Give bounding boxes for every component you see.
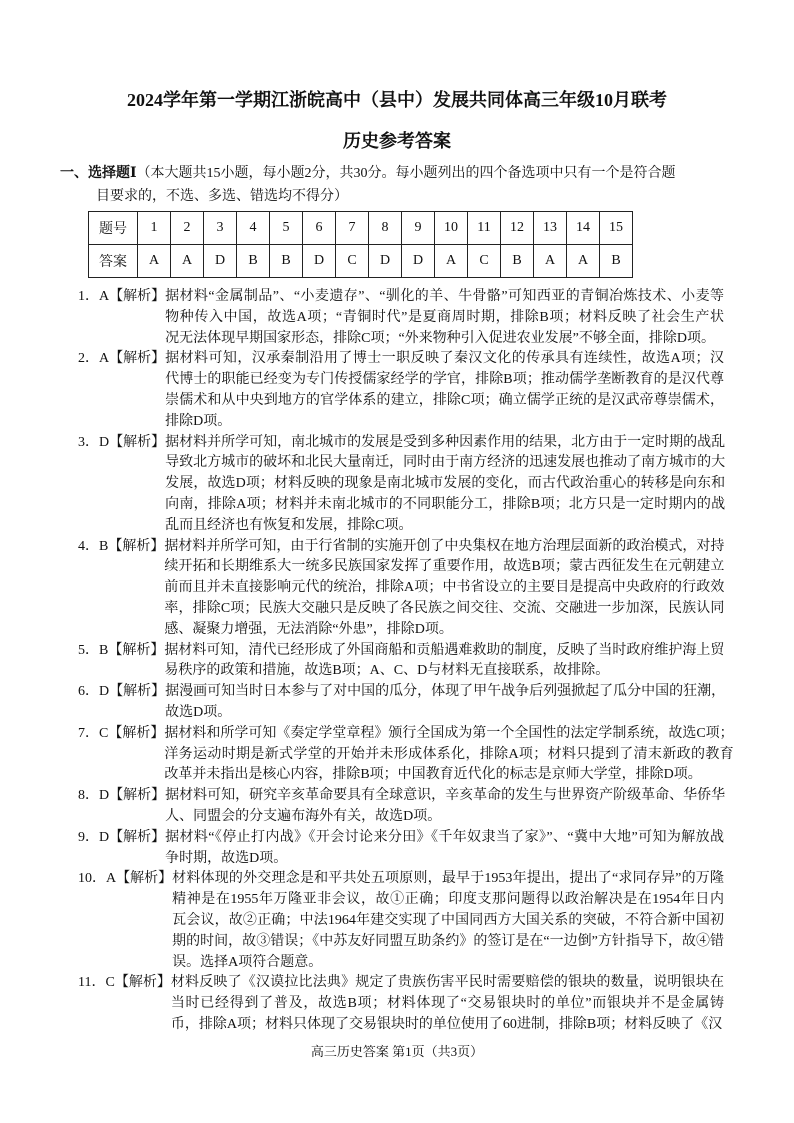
item-body: [164, 724, 733, 786]
item-line: 前而且并未直接影响元代的统治，排除A项；中书省设立的主要目是提高中央政府的行政效: [164, 580, 725, 596]
item-body: [165, 433, 725, 537]
item-line: 乱而且经济也有恢复和发展，排除C项。: [165, 517, 413, 533]
question-number-cell: 10: [435, 212, 468, 245]
question-number-cell: 6: [303, 212, 336, 245]
answer-cell: B: [501, 245, 534, 278]
item-line: 误。选择A项符合题意。: [172, 954, 323, 970]
item-line: 排除D项。: [165, 413, 232, 429]
item-line: 发展，故选D项；材料反映的现象是南北城市发展的变化，而古代政治重心的转移是向东和: [165, 476, 726, 492]
explanation-item: [78, 828, 724, 870]
item-label: 3．D【解析】: [78, 434, 166, 450]
question-number-cell: 3: [204, 212, 237, 245]
item-line: 易秩序的政策和措施，故选B项；A、C、D与材料无直接联系，故排除。: [164, 663, 610, 679]
item-label: 9．D【解析】: [78, 829, 166, 845]
item-line: 材料体现的外交理念是和平共处五项原则，最早于1953年提出，提出了“求同存异”的万隆: [172, 871, 724, 887]
answer-cell: B: [270, 245, 303, 278]
row-label: 答案: [89, 245, 138, 278]
answer-cell: D: [402, 245, 435, 278]
question-number-cell: 12: [501, 212, 534, 245]
item-label: 10．A【解析】: [78, 871, 173, 887]
item-line: 故选D项。: [165, 704, 232, 720]
item-line: 瓦会议，故②正确；中法1964年建交实现了中国同西方大国关系的突破，不符合新中国初: [172, 912, 724, 928]
answer-table: [88, 211, 633, 278]
item-body: [164, 537, 724, 641]
question-number-cell: 11: [468, 212, 501, 245]
answer-cell: A: [435, 245, 468, 278]
explanation-item: [78, 973, 724, 1035]
item-line: 率，排除C项；民族大交融只是反映了各民族之间交往、交流、交融进一步加深，民族认同: [164, 600, 725, 616]
answer-cell: A: [534, 245, 567, 278]
item-label: 8．D【解析】: [78, 788, 166, 804]
answer-cell: D: [204, 245, 237, 278]
item-body: [165, 828, 724, 870]
answer-cell: C: [468, 245, 501, 278]
item-line: 人、同盟会的分支遍布海外有关，故选D项。: [165, 808, 442, 824]
item-label: 11．C【解析】: [78, 975, 171, 991]
item-body: [171, 973, 724, 1035]
answer-cell: A: [567, 245, 600, 278]
document-title: 2024学年第一学期江浙皖高中（县中）发展共同体高三年级10月联考: [127, 90, 667, 110]
item-line: 崇儒术和从中央到地方的官学体系的建立，排除C项；确立儒学正统的是汉武帝尊崇儒术，: [165, 392, 724, 408]
item-label: 2．A【解析】: [78, 351, 166, 367]
item-label: 1．A【解析】: [78, 289, 166, 304]
answer-cell: A: [171, 245, 204, 278]
item-body: [165, 287, 724, 349]
question-number-cell: 9: [402, 212, 435, 245]
explanation-item: [78, 287, 724, 349]
row-label: 题号: [89, 212, 138, 245]
item-line: 据材料可知，研究辛亥革命要具有全球意识，辛亥革命的发生与世界资产阶级革命、华侨华: [165, 788, 726, 804]
explanation-item: [78, 869, 724, 973]
question-number-cell: 2: [171, 212, 204, 245]
item-line: 据材料可知，汉承秦制沿用了博士一职反映了秦汉文化的传承具有连续性，故选A项；汉: [165, 351, 724, 367]
item-line: 据材料并所学可知，南北城市的发展是受到多种因素作用的结果，北方由于一定时期的战乱: [165, 434, 726, 450]
item-body: [172, 869, 724, 973]
section-header: [60, 162, 726, 208]
section-description: （本大题共15小题，每小题2分，共30分。每小题列出的四个备选项中只有一个是符合题: [136, 166, 676, 181]
item-label: 5．B【解析】: [78, 642, 165, 658]
item-line: 导致北方城市的破坏和北民大量南迁，同时由于南方经济的迅速发展也推动了南方城市的大: [165, 455, 726, 471]
answer-cell: A: [138, 245, 171, 278]
answer-cell: D: [303, 245, 336, 278]
answer-cell: B: [600, 245, 633, 278]
item-line: 当时已经得到了普及，故选B项；材料体现了“交易银块时的单位”而银块并不是金属铸: [170, 996, 724, 1012]
item-body: [165, 682, 725, 724]
item-line: 据材料可知，清代已经形成了外国商船和贡船遇难救助的制度，反映了当时政府维护海上贸: [164, 642, 725, 658]
section-heading: 一、选择题Ⅰ: [60, 166, 137, 181]
item-line: 续开拓和长期维系大一统多民族国家发挥了重要作用，故选B项；蒙古西征发生在元朝建立: [164, 559, 725, 575]
item-body: [164, 641, 724, 683]
item-label: 6．D【解析】: [78, 684, 166, 700]
item-line: 币，排除A项；材料只体现了交易银块时的单位使用了60进制，排除B项；材料反映了《汉: [170, 1016, 723, 1032]
answer-cell: C: [336, 245, 369, 278]
item-line: 据材料“金属制品”、“小麦遗存”、“驯化的羊、牛骨骼”可知西亚的青铜冶炼技术、小麦等: [165, 289, 724, 304]
explanation-item: [78, 641, 724, 683]
document-subtitle: 历史参考答案: [343, 131, 451, 151]
question-number-cell: 7: [336, 212, 369, 245]
item-label: 7．C【解析】: [78, 725, 165, 741]
question-number-cell: 8: [369, 212, 402, 245]
question-number-cell: 4: [237, 212, 270, 245]
item-line: 物种传入中国，故选A项；“青铜时代”是夏商周时期，排除B项；材料反映了社会生产状: [165, 309, 724, 325]
question-number-cell: 13: [534, 212, 567, 245]
answer-cell: D: [369, 245, 402, 278]
explanation-list: [78, 287, 734, 1036]
item-line: 材料反映了《汉谟拉比法典》规定了贵族伤害平民时需要赔偿的银块的数量，说明银块在: [170, 975, 724, 991]
item-line: 改革并未指出是核心内容，排除B项；中国教育近代化的标志是京师大学堂，排除D项。: [164, 767, 702, 783]
item-line: 争时期，故选D项。: [165, 850, 288, 866]
item-label: 4．B【解析】: [78, 538, 165, 554]
question-number-cell: 15: [600, 212, 633, 245]
item-line: 向南，排除A项；材料并未南北城市的不同职能分工，排除B项；北方只是一定时期内的战: [165, 496, 726, 512]
item-line: 期的时间，故③错误；《中苏友好同盟互助条约》的签订是在“一边倒”方针指导下，故④错: [172, 933, 724, 949]
explanation-item: [78, 433, 724, 537]
item-line: 精神是在1955年万隆亚非会议，故①正确；印度支那问题得以政治解决是在1954年日内: [172, 892, 724, 908]
item-line: 感、凝聚力增强，无法消除“外患”，排除D项。: [164, 621, 453, 637]
item-line: 据漫画可知当时日本参与了对中国的瓜分，体现了甲午战争后列强掀起了瓜分中国的狂潮，: [165, 684, 726, 700]
explanation-item: [78, 682, 724, 724]
item-body: [165, 786, 725, 828]
item-line: 据材料并所学可知，由于行省制的实施开创了中央集权在地方治理层面新的政治模式，对持: [164, 538, 725, 554]
question-number-cell: 1: [138, 212, 171, 245]
page-footer: 高三历史答案 第1页（共3页）: [310, 1044, 484, 1059]
item-line: 据材料“《停止打内战》《开会讨论来分田》《千年奴隶当了家》”、“冀中大地”可知为解放战: [165, 829, 724, 845]
item-line: 洋务运动时期是新式学堂的开始并未形成体系化，排除A项；材料只提到了清末新政的教育: [164, 746, 734, 762]
question-number-row: [89, 212, 633, 245]
item-body: [165, 349, 724, 432]
question-number-cell: 14: [567, 212, 600, 245]
section-description-cont: 目要求的，不选、多选、错选均不得分）: [96, 189, 348, 204]
explanation-item: [78, 724, 734, 786]
answer-cell: B: [237, 245, 270, 278]
question-number-cell: 5: [270, 212, 303, 245]
explanation-item: [78, 349, 724, 432]
item-line: 况无法体现早期国家形态，排除C项；“外来物种引入促进农业发展”不够全面，排除D项。: [165, 330, 715, 346]
item-line: 代博士的职能已经变为专门传授儒家经学的学官，排除B项；推动儒学垄断教育的是汉代尊: [165, 372, 724, 388]
explanation-item: [78, 537, 724, 641]
item-line: 据材料和所学可知《奏定学堂章程》颁行全国成为第一个全国性的法定学制系统，故选C项；: [164, 725, 734, 741]
answer-row: [89, 245, 633, 278]
explanation-item: [78, 786, 724, 828]
